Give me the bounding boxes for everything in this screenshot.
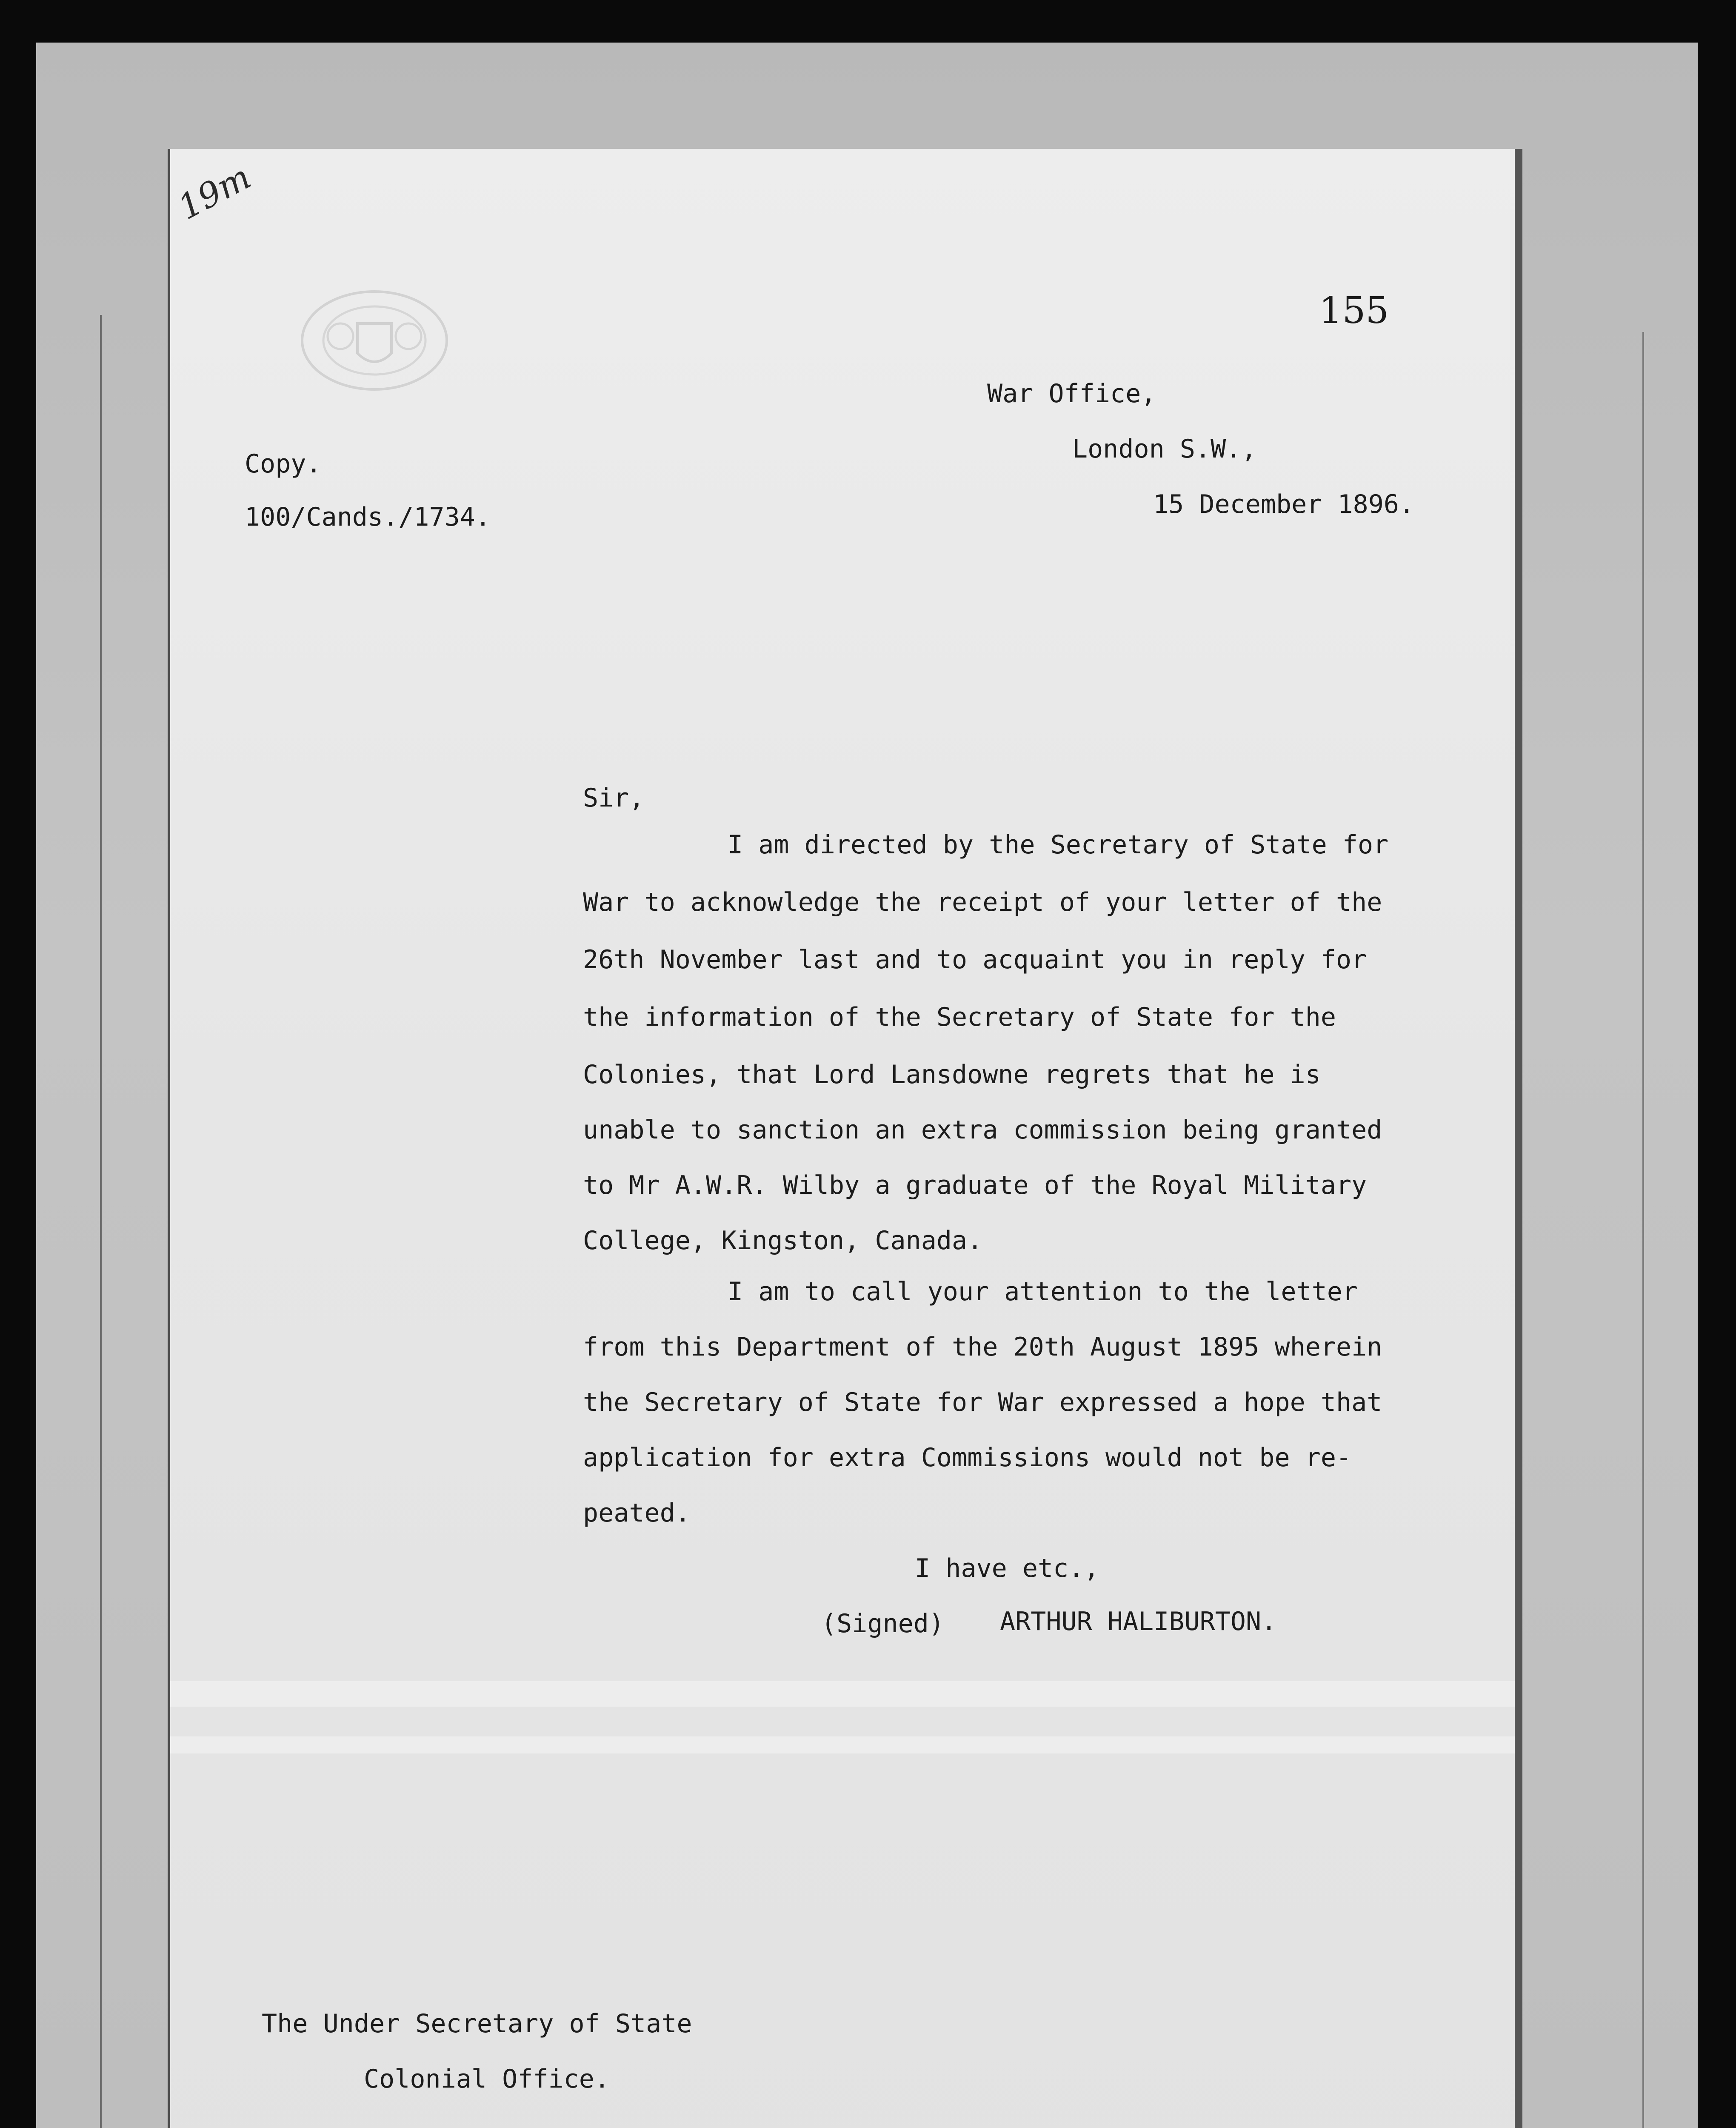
closing: I have etc., (915, 1553, 1099, 1583)
paragraph-line: from this Department of the 20th August 1895 wherein (583, 1332, 1382, 1362)
signatory-name: ARTHUR HALIBURTON. (1000, 1607, 1277, 1636)
paragraph-line: peated. (583, 1498, 691, 1528)
paragraph-line: the information of the Secretary of State for the (583, 1002, 1336, 1032)
paragraph-line: Colonies, that Lord Lansdowne regrets that he is (583, 1060, 1321, 1090)
copy-label: Copy. (245, 449, 322, 479)
paragraph-line: 26th November last and to acquaint you in reply for (583, 945, 1367, 975)
handwritten-initials: 19m (171, 157, 257, 228)
paragraph-line: the Secretary of State for War expressed a hope that (583, 1387, 1382, 1417)
mount-edge-left (100, 315, 102, 2128)
office-line: War Office, (987, 379, 1156, 409)
signed-label: (Signed) (821, 1609, 944, 1639)
paragraph-line: to Mr A.W.R. Wilby a graduate of the Royal Military (583, 1170, 1367, 1200)
scan-band (170, 1681, 1515, 1707)
page-number: 155 (1319, 289, 1389, 332)
paragraph-line: unable to sanction an extra commission being granted (583, 1115, 1382, 1145)
addressee-line-2: Colonial Office. (364, 2064, 610, 2094)
paragraph-line: application for extra Commissions would not be re- (583, 1443, 1352, 1473)
reference-number: 100/Cands./1734. (245, 502, 491, 532)
paragraph-line: College, Kingston, Canada. (583, 1226, 983, 1256)
embossed-crest-icon (294, 285, 455, 396)
paragraph-line: I am to call your attention to the letter (728, 1277, 1358, 1307)
salutation: Sir, (583, 783, 645, 813)
paragraph-line: War to acknowledge the receipt of your letter of the (583, 887, 1382, 917)
paragraph-line: I am directed by the Secretary of State for (728, 830, 1389, 860)
addressee-line-1: The Under Secretary of State (262, 2009, 692, 2039)
scan-band (170, 1736, 1515, 1753)
mount-edge-right (1642, 332, 1644, 2128)
city-line: London S.W., (1072, 434, 1257, 464)
date-line: 15 December 1896. (1153, 489, 1415, 519)
